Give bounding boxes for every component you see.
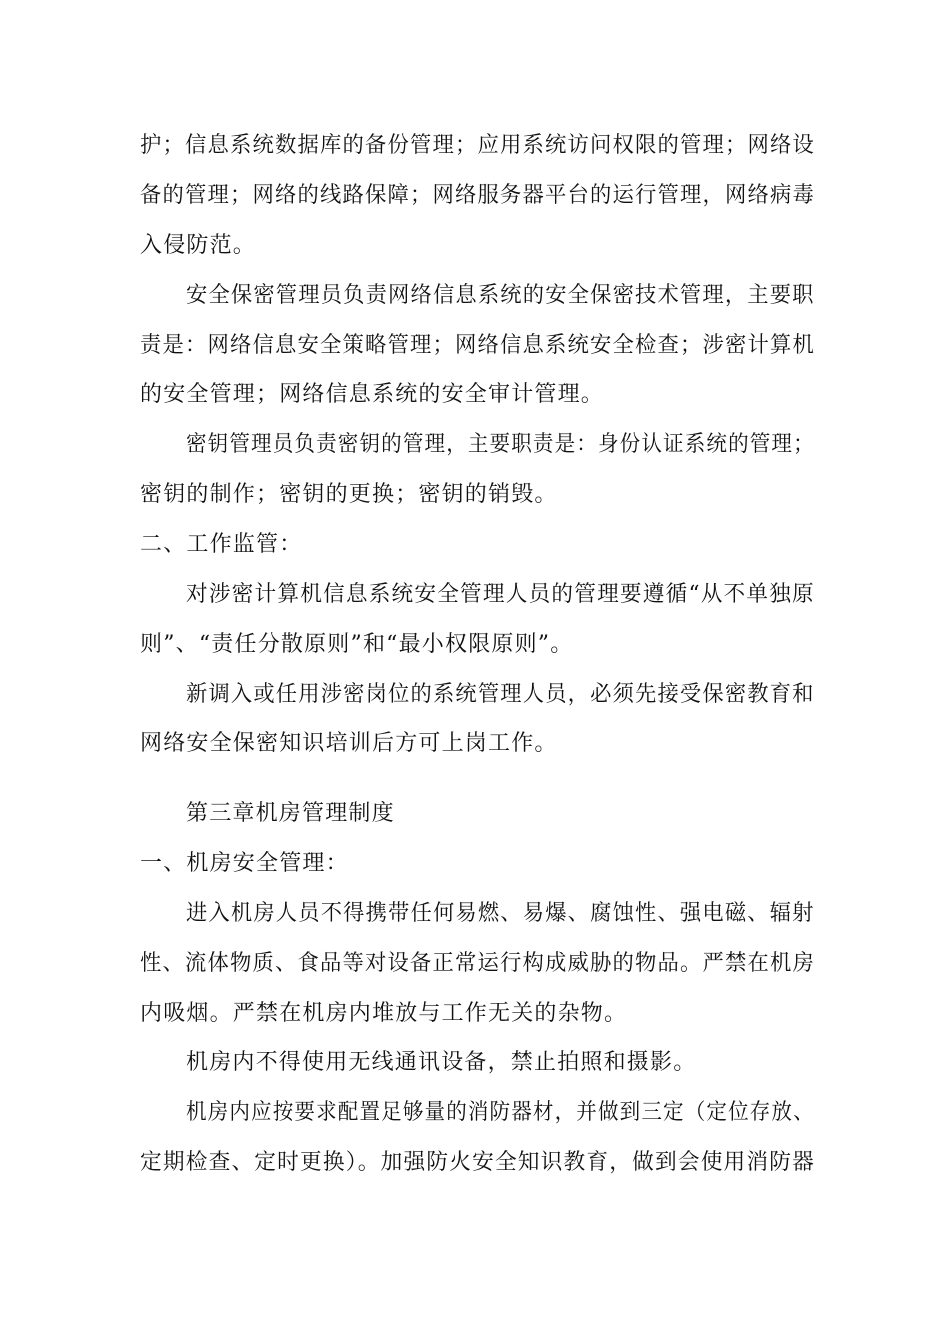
text-line: 备的管理；网络的线路保障；网络服务器平台的运行管理，网络病毒: [140, 183, 815, 208]
text-line: 性、流体物质、食品等对设备正常运行构成威胁的物品。严禁在机房: [140, 951, 815, 976]
paragraph-start: 机房内应按要求配置足够量的消防器材，并做到三定（定位存放、: [186, 1100, 815, 1125]
text-line: 内吸烟。严禁在机房内堆放与工作无关的杂物。: [140, 1001, 628, 1026]
text-line: 责是：网络信息安全策略管理；网络信息系统安全检查；涉密计算机: [140, 333, 815, 358]
text-line: 的安全管理；网络信息系统的安全审计管理。: [140, 382, 605, 407]
text-line: 护；信息系统数据库的备份管理；应用系统访问权限的管理；网络设: [140, 133, 815, 158]
paragraph-start: 对涉密计算机信息系统安全管理人员的管理要遵循“从不单独原: [186, 582, 815, 607]
text-line: 网络安全保密知识培训后方可上岗工作。: [140, 731, 558, 756]
text-line: 定期检查、定时更换）。加强防火安全知识教育，做到会使用消防器: [140, 1150, 816, 1175]
paragraph-start: 新调入或任用涉密岗位的系统管理人员，必须先接受保密教育和: [186, 682, 815, 707]
text-line: 入侵防范。: [140, 233, 257, 258]
paragraph-start: 密钥管理员负责密钥的管理，主要职责是：身份认证系统的管理；: [186, 432, 815, 457]
text-line: 密钥的制作；密钥的更换；密钥的销毁。: [140, 482, 558, 507]
paragraph-start: 安全保密管理员负责网络信息系统的安全保密技术管理，主要职: [186, 283, 815, 308]
text-line: 则”、“责任分散原则”和“最小权限原则”。: [140, 632, 574, 657]
paragraph-start: 进入机房人员不得携带任何易燃、易爆、腐蚀性、强电磁、辐射: [186, 901, 815, 926]
paragraph-start: 机房内不得使用无线通讯设备，禁止拍照和摄影。: [186, 1050, 697, 1075]
section-heading: 二、工作监管：: [140, 532, 303, 557]
chapter-heading: 第三章机房管理制度: [186, 801, 395, 826]
section-heading: 一、机房安全管理：: [140, 851, 349, 876]
